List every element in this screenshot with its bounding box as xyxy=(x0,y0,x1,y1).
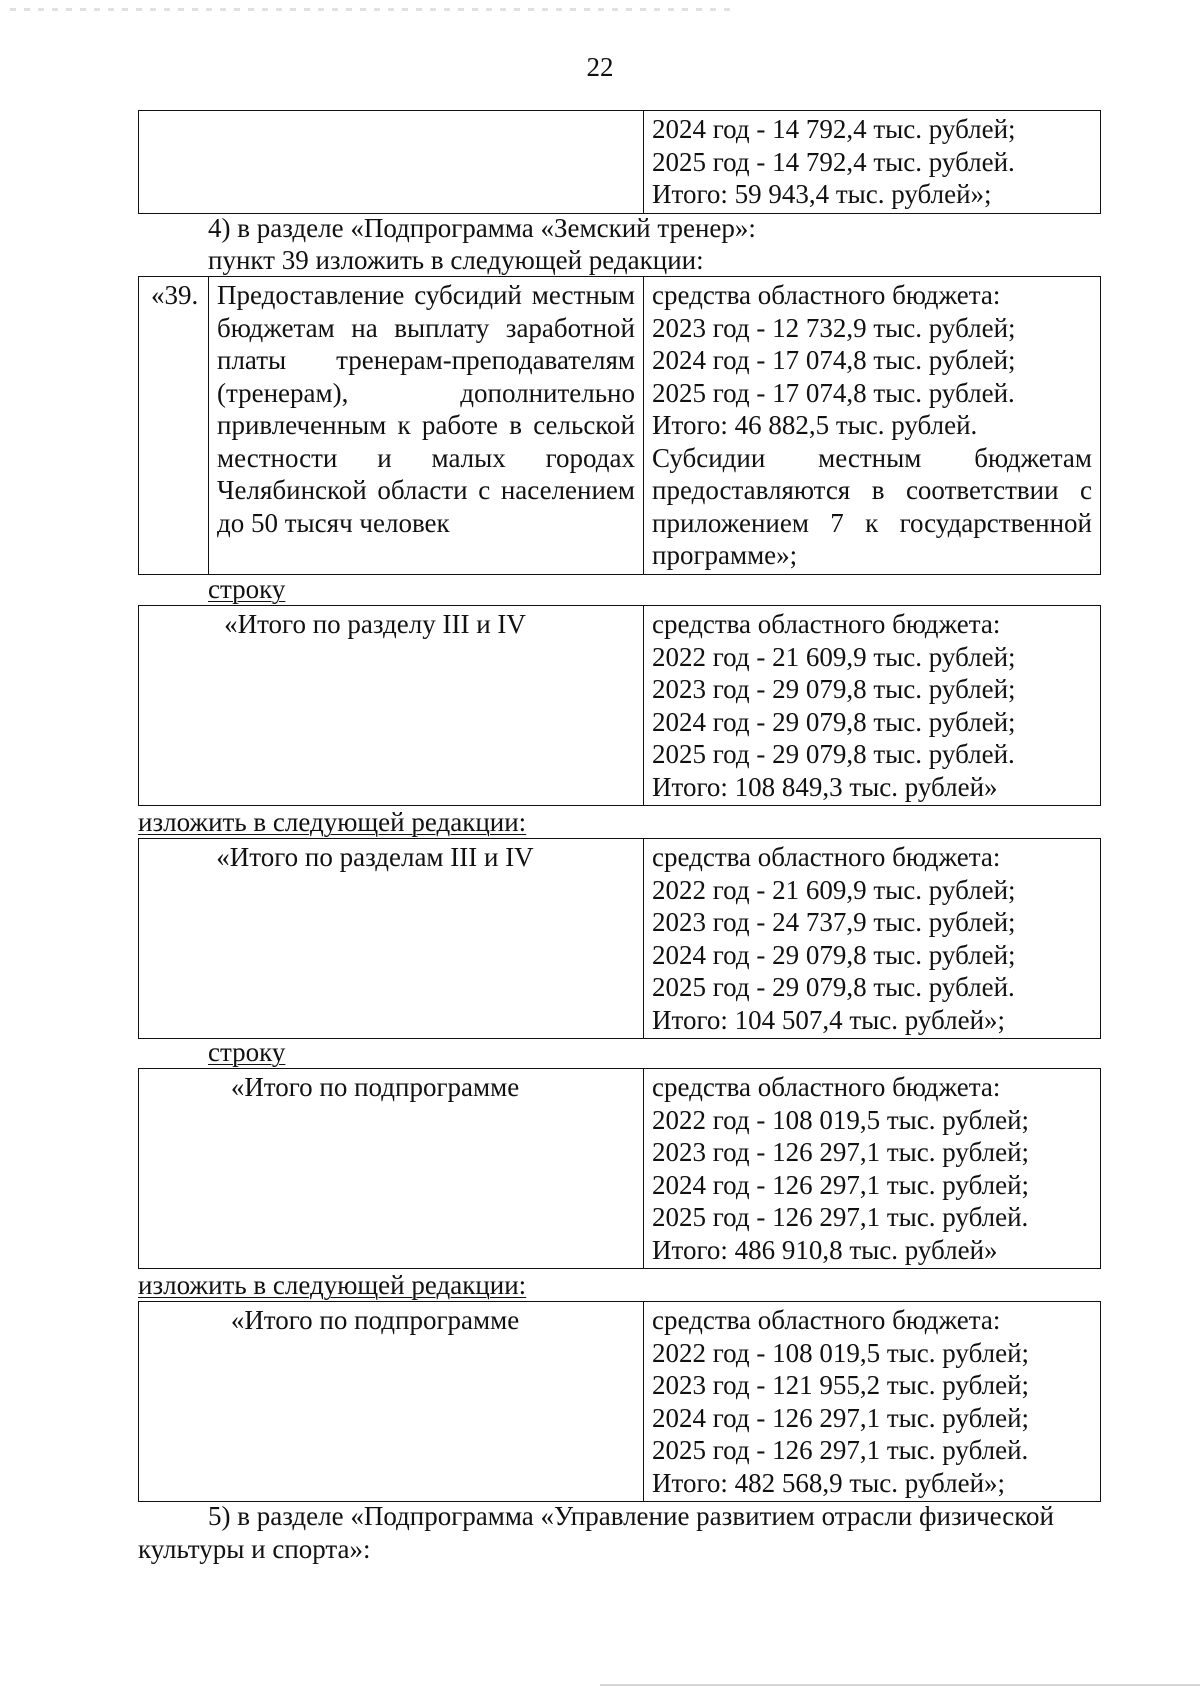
funding-line: средства областного бюджета: xyxy=(652,842,1001,872)
row-funding xyxy=(644,1302,1101,1502)
funding-line: 2023 год - 24 737,9 тыс. рублей; xyxy=(652,907,1016,937)
funding-line: 2025 год - 29 079,8 тыс. рублей. xyxy=(652,972,1015,1002)
funding-line: 2024 год - 14 792,4 тыс. рублей; xyxy=(652,114,1016,144)
funding-line: 2023 год - 126 297,1 тыс. рублей; xyxy=(652,1137,1030,1167)
table-item-39 xyxy=(138,276,1101,575)
funding-line: 2024 год - 126 297,1 тыс. рублей; xyxy=(652,1169,1030,1200)
funding-line: Итого: 486 910,8 тыс. рублей» xyxy=(652,1234,998,1265)
table-continuation xyxy=(138,110,1101,214)
funding-line: 2022 год - 21 609,9 тыс. рублей; xyxy=(652,641,1016,672)
label-new-edition: изложить в следующей редакции: xyxy=(138,1270,527,1300)
funding-line: средства областного бюджета: xyxy=(652,609,1001,639)
row-label: «Итого по разделу III и IV xyxy=(139,606,644,806)
item-description: Предоставление субсидий местным бюджетам на выплату заработной платы тренерам-преподавателям (тренерам), дополнительно привлеченным к работе в сельской местности и малых городах Челябинской области с населением до 50 тысяч человек xyxy=(209,277,644,575)
table-continuation-left xyxy=(139,111,644,214)
funding-line: 2023 год - 29 079,8 тыс. рублей; xyxy=(652,674,1016,704)
funding-line: 2025 год - 126 297,1 тыс. рублей. xyxy=(652,1435,1029,1465)
funding-line: 2024 год - 29 079,8 тыс. рублей; xyxy=(652,939,1016,970)
funding-line: Итого: 104 507,4 тыс. рублей»; xyxy=(652,1004,1006,1035)
item4-subheading: пункт 39 изложить в следующей редакции: xyxy=(208,245,704,275)
funding-line: 2023 год - 121 955,2 тыс. рублей; xyxy=(652,1370,1030,1400)
funding-line: средства областного бюджета: xyxy=(652,1072,1001,1102)
row-funding xyxy=(644,839,1101,1039)
item-funding xyxy=(644,277,1101,575)
funding-line: 2024 год - 17 074,8 тыс. рублей; xyxy=(652,345,1016,375)
funding-line: 2023 год - 12 732,9 тыс. рублей; xyxy=(652,312,1016,343)
table-sections-old xyxy=(138,605,1101,806)
funding-line: 2022 год - 108 019,5 тыс. рублей; xyxy=(652,1337,1030,1368)
funding-line: Итого: 482 568,9 тыс. рублей»; xyxy=(652,1467,1006,1498)
label-new-edition: изложить в следующей редакции: xyxy=(138,807,527,837)
funding-line: 2024 год - 126 297,1 тыс. рублей; xyxy=(652,1402,1030,1433)
funding-line: средства областного бюджета: xyxy=(652,280,1001,310)
table-continuation-right xyxy=(644,111,1101,214)
funding-line: Итого: 59 943,4 тыс. рублей»; xyxy=(652,179,992,209)
label-stroku: строку xyxy=(208,574,286,604)
scan-artifact-bottom xyxy=(600,1684,1200,1686)
funding-note: Субсидии местным бюджетам предоставляются в соответствии с приложением 7 к государственной программе»; xyxy=(652,442,1092,570)
funding-line: 2024 год - 29 079,8 тыс. рублей; xyxy=(652,706,1016,737)
funding-line: 2025 год - 17 074,8 тыс. рублей. xyxy=(652,377,1015,408)
funding-line: 2025 год - 126 297,1 тыс. рублей. xyxy=(652,1202,1029,1232)
funding-line: 2022 год - 21 609,9 тыс. рублей; xyxy=(652,874,1016,905)
funding-line: средства областного бюджета: xyxy=(652,1305,1001,1335)
item4-heading: 4) в разделе «Подпрограмма «Земский тренер»: xyxy=(208,213,756,243)
item-number: «39. xyxy=(139,277,209,575)
funding-line: 2022 год - 108 019,5 тыс. рублей; xyxy=(652,1104,1030,1135)
row-label: «Итого по разделам III и IV xyxy=(139,839,644,1039)
row-funding xyxy=(644,1069,1101,1269)
table-sections-new xyxy=(138,838,1101,1039)
funding-line: 2025 год - 29 079,8 тыс. рублей. xyxy=(652,739,1015,769)
label-stroku: строку xyxy=(208,1037,286,1067)
funding-line: Итого: 46 882,5 тыс. рублей. xyxy=(652,410,978,440)
table-subprogram-new xyxy=(138,1301,1101,1502)
item5-heading-continued: культуры и спорта»: xyxy=(138,1534,371,1564)
page-number: 22 xyxy=(586,52,614,82)
funding-line: 2025 год - 14 792,4 тыс. рублей. xyxy=(652,146,1015,177)
scan-artifact-top xyxy=(10,8,730,11)
row-label: «Итого по подпрограмме xyxy=(139,1069,644,1269)
row-funding xyxy=(644,606,1101,806)
row-label: «Итого по подпрограмме xyxy=(139,1302,644,1502)
table-subprogram-old xyxy=(138,1068,1101,1269)
item5-heading: 5) в разделе «Подпрограмма «Управление развитием отрасли физической xyxy=(208,1501,1054,1531)
funding-line: Итого: 108 849,3 тыс. рублей» xyxy=(652,771,998,802)
